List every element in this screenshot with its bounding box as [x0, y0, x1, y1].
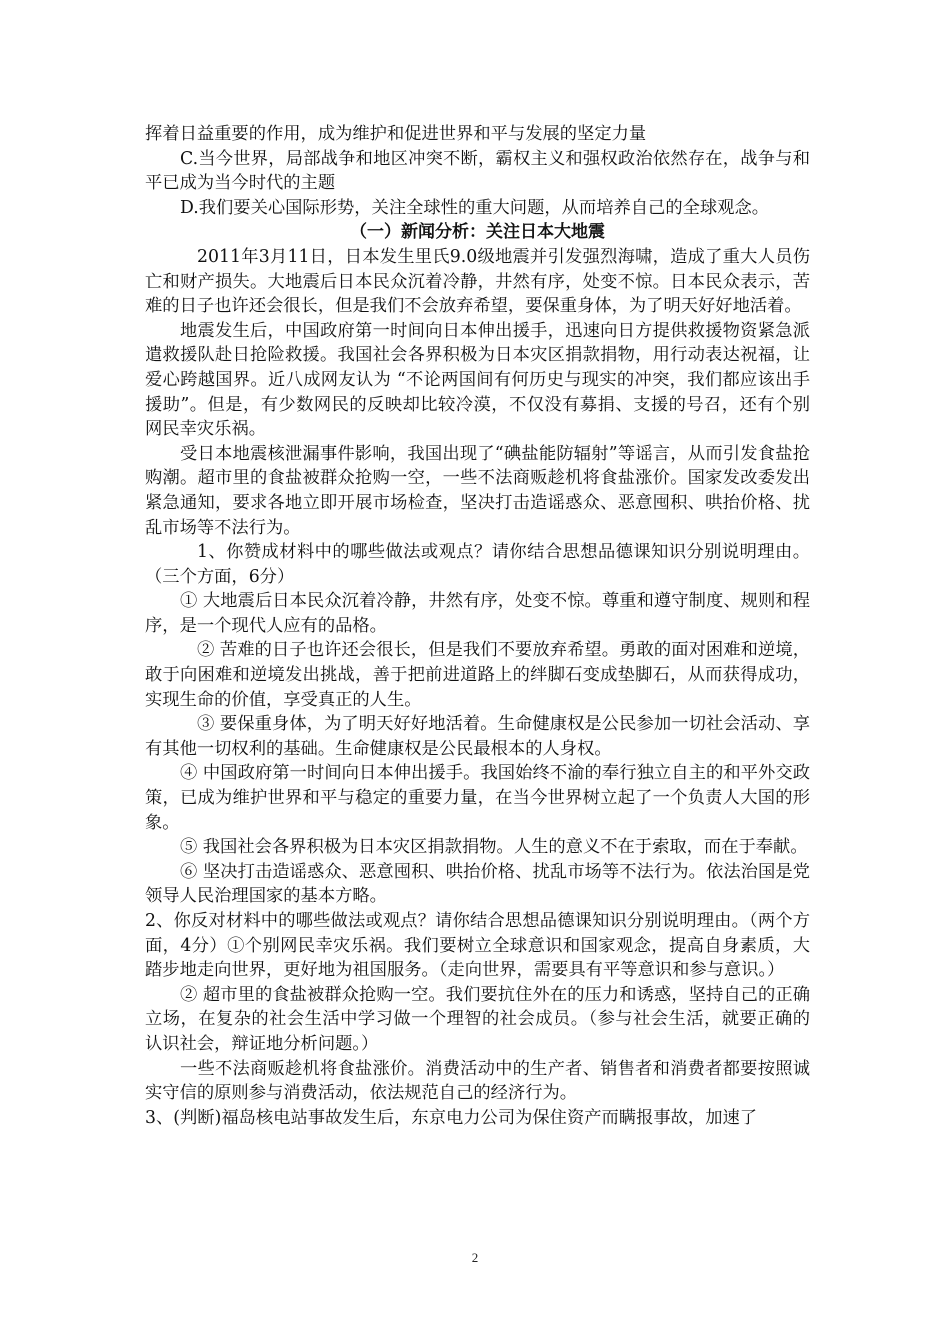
answer-1: ① 大地震后日本民众沉着冷静，井然有序，处变不惊。尊重和遵守制度、规则和程序，是一个现代人应有的品格。 [145, 591, 810, 636]
document-body [145, 122, 810, 1130]
option-c: C.当今世界，局部战争和地区冲突不断，霸权主义和强权政治依然存在，战争与和平已成为当今时代的主题 [145, 148, 810, 194]
question-2: 2、你反对材料中的哪些做法或观点？请你结合思想品德课知识分别说明理由。（两个方面，4分）①个别网民幸灾乐祸。我们要树立全球意识和国家观念，提高自身素质，大踏步地走向世界，更好地为祖国服务。（走向世界，需要具有平等意识和参与意识。） [145, 911, 810, 981]
news-paragraph-2: 地震发生后，中国政府第一时间向日本伸出援手，迅速向日方提供救援物资紧急派遣救援队赴日抢险救援。我国社会各界积极为日本灾区捐款捐物，用行动表达祝福，让爱心跨越国界。近八成网友认为 “不论两国间有何历史与现实的冲突，我们都应该出手援助”。但是，有少数网民的反映却比较冷漠，不仅没有募捐、支援的号召，还有个别网民幸灾乐祸。 [145, 320, 810, 440]
news-paragraph-3: 受日本地震核泄漏事件影响，我国出现了“碘盐能防辐射”等谣言，从而引发食盐抢购潮。超市里的食盐被群众抢购一空，一些不法商贩趁机将食盐涨价。国家发改委发出紧急通知，要求各地立即开展市场检查，坚决打击造谣惑众、恶意囤积、哄抬价格、扰乱市场等不法行为。 [145, 443, 810, 538]
page-number: 2 [471, 1250, 479, 1265]
question-1: 1、你赞成材料中的哪些做法或观点？请你结合思想品德课知识分别说明理由。（三个方面，6分） [145, 542, 810, 587]
paragraph-line-1: 挥着日益重要的作用，成为维护和促进世界和平与发展的坚定力量 [145, 124, 647, 144]
answer-2-3: 一些不法商贩趁机将食盐涨价。消费活动中的生产者、销售者和消费者都要按照诚实守信的原则参与消费活动，依法规范自己的经济行为。 [145, 1058, 810, 1104]
question-3: 3、(判断)福岛核电站事故发生后，东京电力公司为保住资产而瞒报事故，加速了 [145, 1107, 758, 1128]
answer-5: ⑤ 我国社会各界积极为日本灾区捐款捐物。人生的意义不在于索取，而在于奉献。 [180, 837, 808, 858]
news-paragraph-1: 2011年3月11日，日本发生里氏9.0级地震并引发强烈海啸，造成了重大人员伤亡和财产损失。大地震后日本民众沉着冷静，井然有序，处变不惊。日本民众表示，苦难的日子也许还会很长，但是我们不会放弃希望，要保重身体，为了明天好好地活着。 [145, 246, 810, 317]
answer-2: ② 苦难的日子也许还会很长，但是我们不要放弃希望。勇敢的面对困难和逆境，敢于向困难和逆境发出挑战，善于把前进道路上的绊脚石变成垫脚石，从而获得成功，实现生命的价值，享受真正的人生。 [145, 640, 810, 710]
answer-2-2: ② 超市里的食盐被群众抢购一空。我们要抗住外在的压力和诱惑，坚持自己的正确立场，在复杂的社会生活中学习做一个理智的社会成员。（参与社会生活，就要正确的认识社会，辩证地分析问题。） [145, 984, 810, 1054]
answer-6: ⑥ 坚决打击造谣惑众、恶意囤积、哄抬价格、扰乱市场等不法行为。依法治国是党领导人民治理国家的基本方略。 [145, 861, 810, 907]
answer-4: ④ 中国政府第一时间向日本伸出援手。我国始终不渝的奉行独立自主的和平外交政策，已成为维护世界和平与稳定的重要力量，在当今世界树立起了一个负责人大国的形象。 [145, 763, 810, 833]
section-title: （一）新闻分析：关注日本大地震 [350, 222, 605, 243]
answer-3: ③ 要保重身体，为了明天好好地活着。生命健康权是公民参加一切社会活动、享有其他一切权利的基础。生命健康权是公民最根本的人身权。 [145, 714, 810, 759]
option-d: D.我们要关心国际形势，关注全球性的重大问题，从而培养自己的全球观念。 [180, 197, 770, 218]
